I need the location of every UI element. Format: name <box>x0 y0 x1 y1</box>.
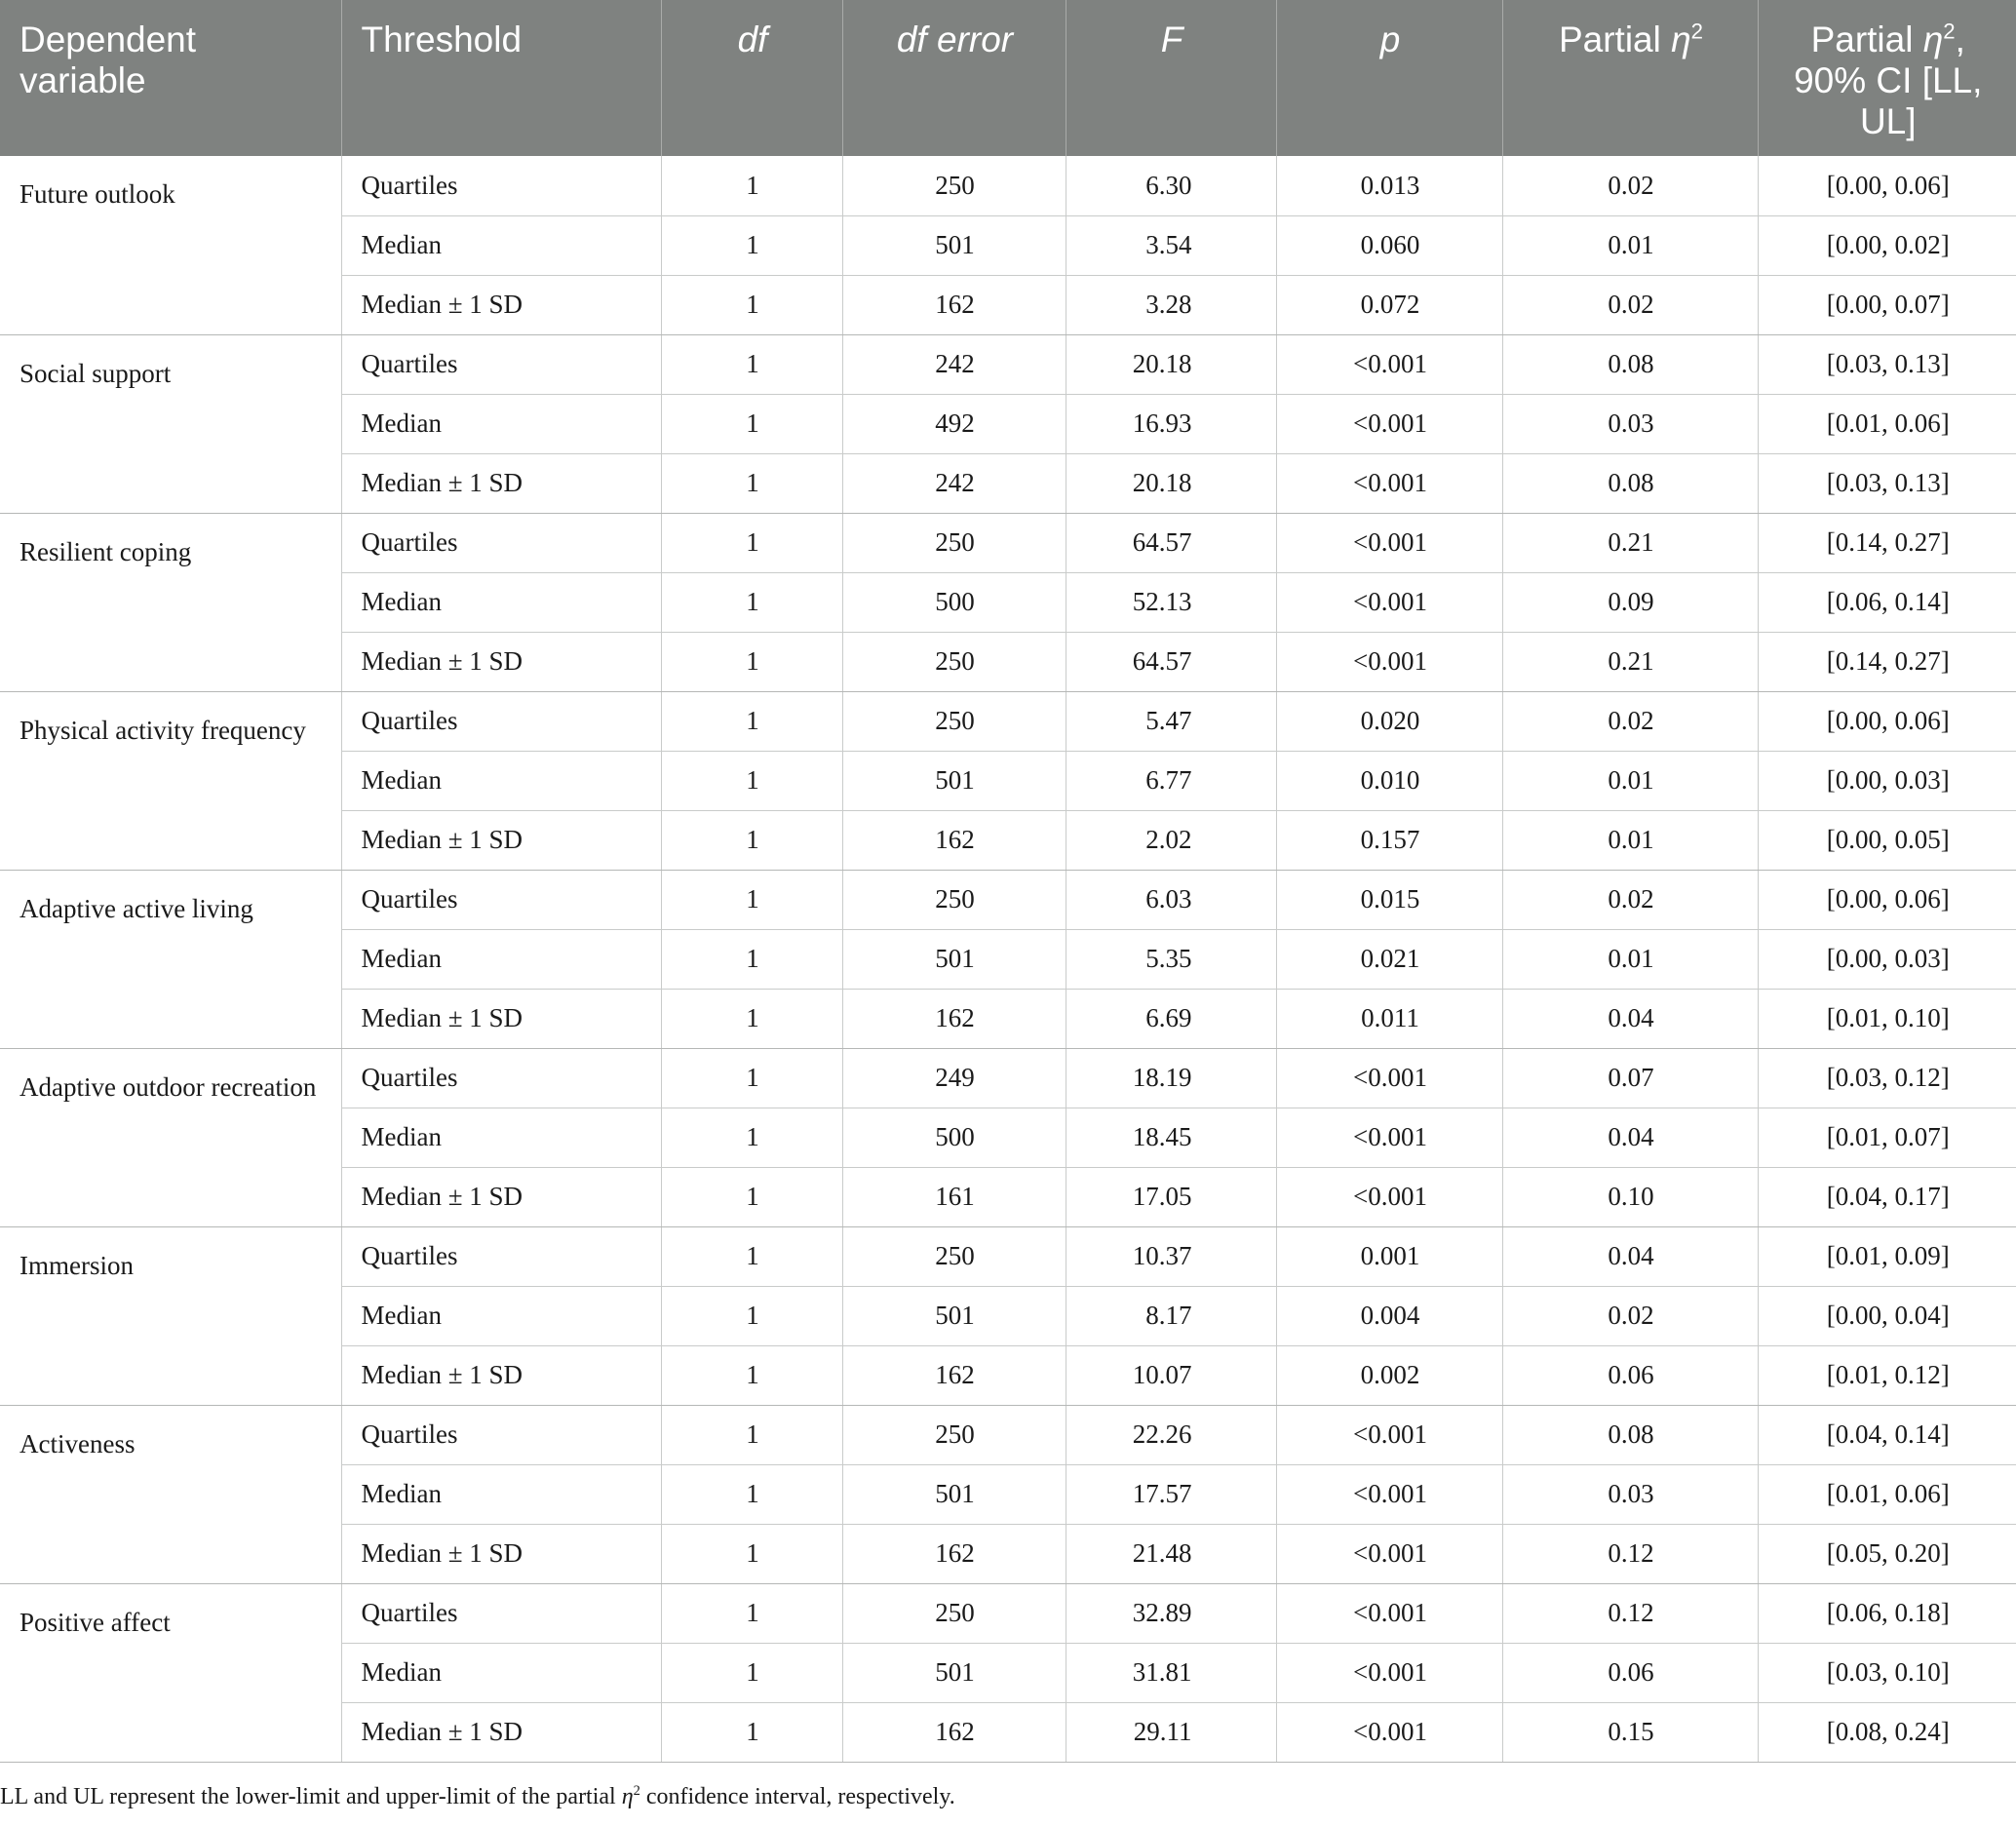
partial-eta-cell: 0.06 <box>1502 1345 1758 1405</box>
df-error-cell: 501 <box>842 1286 1066 1345</box>
partial-eta-cell: 0.10 <box>1502 1167 1758 1226</box>
df-cell: 1 <box>661 1167 842 1226</box>
partial-eta-cell: 0.06 <box>1502 1643 1758 1702</box>
f-value-cell: 6.69 <box>1066 989 1276 1048</box>
partial-eta-cell: 0.04 <box>1502 1226 1758 1286</box>
threshold-cell: Median <box>341 1464 661 1524</box>
df-cell: 1 <box>661 1643 842 1702</box>
dependent-variable-cell: Positive affect <box>0 1583 341 1762</box>
header-ci-suffix: , 90% CI [LL, UL] <box>1794 19 1983 141</box>
table-row <box>0 1226 2016 1286</box>
df-error-cell: 250 <box>842 513 1066 572</box>
table-row <box>0 691 2016 751</box>
header-f <box>1066 0 1276 156</box>
df-error-cell: 501 <box>842 1464 1066 1524</box>
ci-cell: [0.00, 0.04] <box>1758 1286 2016 1345</box>
df-error-cell: 162 <box>842 275 1066 334</box>
ci-cell: [0.00, 0.05] <box>1758 810 2016 870</box>
f-value-cell: 6.77 <box>1066 751 1276 810</box>
ci-cell: [0.01, 0.10] <box>1758 989 2016 1048</box>
partial-eta-cell: 0.09 <box>1502 572 1758 632</box>
df-error-cell: 162 <box>842 810 1066 870</box>
ci-cell: [0.03, 0.13] <box>1758 453 2016 513</box>
p-value-cell: <0.001 <box>1276 632 1502 691</box>
ci-cell: [0.01, 0.06] <box>1758 1464 2016 1524</box>
df-cell: 1 <box>661 870 842 929</box>
df-cell: 1 <box>661 989 842 1048</box>
f-value-cell: 5.47 <box>1066 691 1276 751</box>
df-cell: 1 <box>661 632 842 691</box>
partial-eta-cell: 0.21 <box>1502 513 1758 572</box>
f-value-cell: 5.35 <box>1066 929 1276 989</box>
partial-eta-cell: 0.01 <box>1502 929 1758 989</box>
df-cell: 1 <box>661 1048 842 1108</box>
f-value-cell: 10.07 <box>1066 1345 1276 1405</box>
threshold-cell: Quartiles <box>341 1226 661 1286</box>
footnote-eta-symbol: η <box>621 1784 634 1809</box>
dependent-variable-cell: Immersion <box>0 1226 341 1405</box>
df-error-cell: 250 <box>842 691 1066 751</box>
df-cell: 1 <box>661 572 842 632</box>
partial-eta-cell: 0.07 <box>1502 1048 1758 1108</box>
df-error-cell: 492 <box>842 394 1066 453</box>
partial-eta-cell: 0.03 <box>1502 394 1758 453</box>
footnote-after: confidence interval, respectively. <box>640 1784 955 1809</box>
p-value-cell: <0.001 <box>1276 1405 1502 1464</box>
df-cell: 1 <box>661 691 842 751</box>
dependent-variable-cell: Physical activity frequency <box>0 691 341 870</box>
threshold-cell: Median ± 1 SD <box>341 1702 661 1762</box>
dependent-variable-cell: Activeness <box>0 1405 341 1583</box>
partial-eta-cell: 0.02 <box>1502 1286 1758 1345</box>
header-df-error <box>842 0 1066 156</box>
p-value-cell: 0.001 <box>1276 1226 1502 1286</box>
threshold-cell: Quartiles <box>341 1405 661 1464</box>
threshold-cell: Median ± 1 SD <box>341 1167 661 1226</box>
partial-eta-cell: 0.21 <box>1502 632 1758 691</box>
threshold-cell: Quartiles <box>341 334 661 394</box>
df-error-cell: 162 <box>842 1702 1066 1762</box>
header-threshold: Threshold <box>341 0 661 156</box>
ci-cell: [0.00, 0.03] <box>1758 751 2016 810</box>
threshold-cell: Median ± 1 SD <box>341 810 661 870</box>
f-value-cell: 6.30 <box>1066 156 1276 215</box>
p-value-cell: 0.013 <box>1276 156 1502 215</box>
f-value-cell: 52.13 <box>1066 572 1276 632</box>
ci-cell: [0.00, 0.06] <box>1758 870 2016 929</box>
ci-cell: [0.00, 0.06] <box>1758 691 2016 751</box>
threshold-cell: Median <box>341 1108 661 1167</box>
p-value-cell: <0.001 <box>1276 394 1502 453</box>
table-row <box>0 156 2016 215</box>
f-value-cell: 20.18 <box>1066 453 1276 513</box>
df-error-cell: 501 <box>842 929 1066 989</box>
df-cell: 1 <box>661 275 842 334</box>
threshold-cell: Median ± 1 SD <box>341 275 661 334</box>
footnote-eta-sup: 2 <box>633 1783 640 1799</box>
threshold-cell: Median <box>341 1643 661 1702</box>
f-value-cell: 64.57 <box>1066 632 1276 691</box>
table-row <box>0 870 2016 929</box>
header-row <box>0 0 2016 156</box>
ci-cell: [0.01, 0.06] <box>1758 394 2016 453</box>
df-cell: 1 <box>661 1524 842 1583</box>
df-error-cell: 162 <box>842 989 1066 1048</box>
partial-eta-cell: 0.02 <box>1502 870 1758 929</box>
ci-cell: [0.14, 0.27] <box>1758 632 2016 691</box>
p-value-cell: 0.020 <box>1276 691 1502 751</box>
header-partial-eta <box>1502 0 1758 156</box>
df-cell: 1 <box>661 1108 842 1167</box>
p-value-cell: <0.001 <box>1276 1583 1502 1643</box>
partial-eta-cell: 0.02 <box>1502 275 1758 334</box>
partial-eta-cell: 0.02 <box>1502 691 1758 751</box>
table-row <box>0 334 2016 394</box>
f-value-cell: 32.89 <box>1066 1583 1276 1643</box>
header-df <box>661 0 842 156</box>
p-value-cell: 0.002 <box>1276 1345 1502 1405</box>
table-row <box>0 1048 2016 1108</box>
ci-cell: [0.06, 0.14] <box>1758 572 2016 632</box>
dependent-variable-cell: Adaptive outdoor recreation <box>0 1048 341 1226</box>
threshold-cell: Quartiles <box>341 691 661 751</box>
threshold-cell: Median ± 1 SD <box>341 453 661 513</box>
df-cell: 1 <box>661 929 842 989</box>
p-value-cell: <0.001 <box>1276 1464 1502 1524</box>
threshold-cell: Median <box>341 1286 661 1345</box>
df-cell: 1 <box>661 1345 842 1405</box>
f-value-cell: 8.17 <box>1066 1286 1276 1345</box>
table-row <box>0 1583 2016 1643</box>
p-value-cell: 0.004 <box>1276 1286 1502 1345</box>
threshold-cell: Median <box>341 572 661 632</box>
partial-eta-cell: 0.01 <box>1502 810 1758 870</box>
ci-cell: [0.05, 0.20] <box>1758 1524 2016 1583</box>
dependent-variable-cell: Resilient coping <box>0 513 341 691</box>
df-cell: 1 <box>661 1702 842 1762</box>
partial-eta-cell: 0.04 <box>1502 1108 1758 1167</box>
p-value-cell: <0.001 <box>1276 1167 1502 1226</box>
ci-cell: [0.00, 0.07] <box>1758 275 2016 334</box>
ci-cell: [0.01, 0.09] <box>1758 1226 2016 1286</box>
f-value-cell: 64.57 <box>1066 513 1276 572</box>
df-error-cell: 250 <box>842 870 1066 929</box>
df-error-cell: 242 <box>842 334 1066 394</box>
df-cell: 1 <box>661 513 842 572</box>
df-cell: 1 <box>661 810 842 870</box>
df-error-cell: 501 <box>842 215 1066 275</box>
header-ci-symbol: η <box>1922 19 1944 59</box>
partial-eta-cell: 0.08 <box>1502 334 1758 394</box>
p-value-cell: 0.015 <box>1276 870 1502 929</box>
header-dependent-variable: Dependent variable <box>0 0 341 156</box>
f-value-cell: 18.45 <box>1066 1108 1276 1167</box>
header-partial-eta-ci <box>1758 0 2016 156</box>
threshold-cell: Median ± 1 SD <box>341 1345 661 1405</box>
threshold-cell: Median <box>341 929 661 989</box>
df-error-cell: 500 <box>842 1108 1066 1167</box>
f-value-cell: 17.57 <box>1066 1464 1276 1524</box>
p-value-cell: <0.001 <box>1276 572 1502 632</box>
p-value-cell: <0.001 <box>1276 1702 1502 1762</box>
header-df-error-text: df error <box>896 19 1014 59</box>
f-value-cell: 31.81 <box>1066 1643 1276 1702</box>
df-error-cell: 162 <box>842 1345 1066 1405</box>
ci-cell: [0.03, 0.13] <box>1758 334 2016 394</box>
header-ci-prefix: Partial <box>1810 19 1923 59</box>
table-row <box>0 1405 2016 1464</box>
p-value-cell: <0.001 <box>1276 1048 1502 1108</box>
f-value-cell: 3.54 <box>1066 215 1276 275</box>
f-value-cell: 20.18 <box>1066 334 1276 394</box>
df-cell: 1 <box>661 751 842 810</box>
f-value-cell: 29.11 <box>1066 1702 1276 1762</box>
f-value-cell: 3.28 <box>1066 275 1276 334</box>
threshold-cell: Median ± 1 SD <box>341 989 661 1048</box>
f-value-cell: 21.48 <box>1066 1524 1276 1583</box>
p-value-cell: <0.001 <box>1276 1108 1502 1167</box>
ci-cell: [0.00, 0.03] <box>1758 929 2016 989</box>
p-value-cell: <0.001 <box>1276 513 1502 572</box>
df-error-cell: 250 <box>842 156 1066 215</box>
dependent-variable-cell: Social support <box>0 334 341 513</box>
df-error-cell: 501 <box>842 751 1066 810</box>
threshold-cell: Quartiles <box>341 156 661 215</box>
header-p <box>1276 0 1502 156</box>
f-value-cell: 17.05 <box>1066 1167 1276 1226</box>
threshold-cell: Median <box>341 751 661 810</box>
threshold-cell: Median ± 1 SD <box>341 632 661 691</box>
p-value-cell: <0.001 <box>1276 1524 1502 1583</box>
df-error-cell: 250 <box>842 1583 1066 1643</box>
partial-eta-cell: 0.03 <box>1502 1464 1758 1524</box>
ci-cell: [0.03, 0.12] <box>1758 1048 2016 1108</box>
header-partial-eta-symbol: η <box>1671 19 1691 59</box>
table-body <box>0 156 2016 1762</box>
df-cell: 1 <box>661 1226 842 1286</box>
df-error-cell: 501 <box>842 1643 1066 1702</box>
p-value-cell: 0.060 <box>1276 215 1502 275</box>
partial-eta-cell: 0.15 <box>1502 1702 1758 1762</box>
header-ci-sup: 2 <box>1943 19 1956 44</box>
df-error-cell: 249 <box>842 1048 1066 1108</box>
ci-cell: [0.04, 0.14] <box>1758 1405 2016 1464</box>
ci-cell: [0.06, 0.18] <box>1758 1583 2016 1643</box>
df-cell: 1 <box>661 215 842 275</box>
table-footnote <box>0 1784 955 1810</box>
df-error-cell: 250 <box>842 632 1066 691</box>
threshold-cell: Quartiles <box>341 1583 661 1643</box>
p-value-cell: <0.001 <box>1276 453 1502 513</box>
f-value-cell: 2.02 <box>1066 810 1276 870</box>
threshold-cell: Quartiles <box>341 513 661 572</box>
partial-eta-cell: 0.12 <box>1502 1583 1758 1643</box>
f-value-cell: 10.37 <box>1066 1226 1276 1286</box>
threshold-cell: Quartiles <box>341 1048 661 1108</box>
header-df-text: df <box>737 19 768 59</box>
header-f-text: F <box>1160 19 1183 59</box>
f-value-cell: 6.03 <box>1066 870 1276 929</box>
ci-cell: [0.01, 0.07] <box>1758 1108 2016 1167</box>
header-partial-eta-label: Partial <box>1558 19 1672 59</box>
partial-eta-cell: 0.04 <box>1502 989 1758 1048</box>
df-cell: 1 <box>661 334 842 394</box>
df-error-cell: 250 <box>842 1226 1066 1286</box>
f-value-cell: 16.93 <box>1066 394 1276 453</box>
ci-cell: [0.00, 0.02] <box>1758 215 2016 275</box>
p-value-cell: 0.157 <box>1276 810 1502 870</box>
ci-cell: [0.14, 0.27] <box>1758 513 2016 572</box>
f-value-cell: 22.26 <box>1066 1405 1276 1464</box>
df-error-cell: 242 <box>842 453 1066 513</box>
df-error-cell: 161 <box>842 1167 1066 1226</box>
df-cell: 1 <box>661 156 842 215</box>
partial-eta-cell: 0.08 <box>1502 453 1758 513</box>
partial-eta-cell: 0.12 <box>1502 1524 1758 1583</box>
df-cell: 1 <box>661 394 842 453</box>
p-value-cell: <0.001 <box>1276 1643 1502 1702</box>
ci-cell: [0.04, 0.17] <box>1758 1167 2016 1226</box>
threshold-cell: Quartiles <box>341 870 661 929</box>
df-cell: 1 <box>661 1405 842 1464</box>
table-header <box>0 0 2016 156</box>
ci-cell: [0.01, 0.12] <box>1758 1345 2016 1405</box>
threshold-cell: Median <box>341 394 661 453</box>
threshold-cell: Median ± 1 SD <box>341 1524 661 1583</box>
partial-eta-cell: 0.01 <box>1502 215 1758 275</box>
threshold-cell: Median <box>341 215 661 275</box>
df-error-cell: 162 <box>842 1524 1066 1583</box>
dependent-variable-cell: Adaptive active living <box>0 870 341 1048</box>
table-row <box>0 513 2016 572</box>
p-value-cell: 0.072 <box>1276 275 1502 334</box>
df-error-cell: 250 <box>842 1405 1066 1464</box>
p-value-cell: <0.001 <box>1276 334 1502 394</box>
df-cell: 1 <box>661 1464 842 1524</box>
header-p-text: p <box>1379 19 1401 59</box>
df-cell: 1 <box>661 1286 842 1345</box>
footnote-before: LL and UL represent the lower-limit and upper-limit of the partial <box>0 1784 622 1809</box>
p-value-cell: 0.011 <box>1276 989 1502 1048</box>
partial-eta-cell: 0.02 <box>1502 156 1758 215</box>
ci-cell: [0.08, 0.24] <box>1758 1702 2016 1762</box>
df-error-cell: 500 <box>842 572 1066 632</box>
p-value-cell: 0.021 <box>1276 929 1502 989</box>
header-partial-eta-sup: 2 <box>1690 19 1704 44</box>
ci-cell: [0.03, 0.10] <box>1758 1643 2016 1702</box>
df-cell: 1 <box>661 453 842 513</box>
partial-eta-cell: 0.01 <box>1502 751 1758 810</box>
ci-cell: [0.00, 0.06] <box>1758 156 2016 215</box>
f-value-cell: 18.19 <box>1066 1048 1276 1108</box>
df-cell: 1 <box>661 1583 842 1643</box>
p-value-cell: 0.010 <box>1276 751 1502 810</box>
dependent-variable-cell: Future outlook <box>0 156 341 334</box>
partial-eta-cell: 0.08 <box>1502 1405 1758 1464</box>
